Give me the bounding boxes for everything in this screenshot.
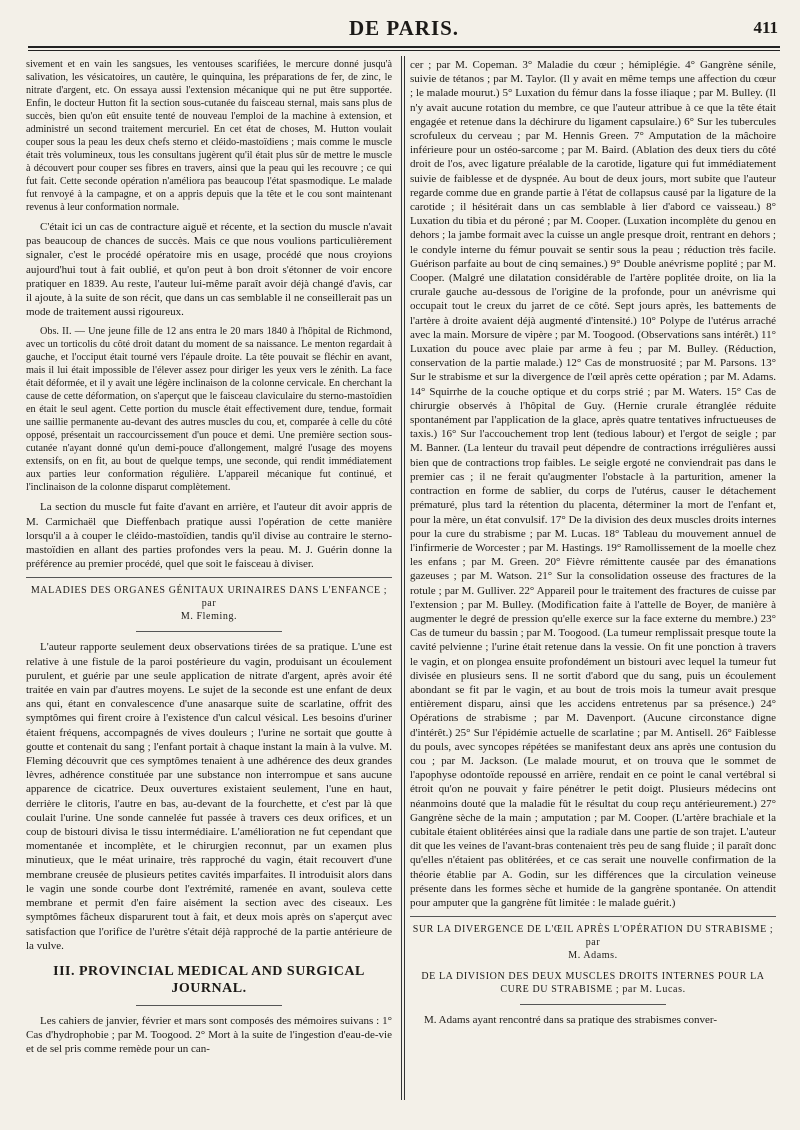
section-paragraph: La section du muscle fut faite d'avant en arrière, et l'auteur dit avoir appris de M. Carmichaël que Dieffenbach pratique aussi l'opération de cette manière lorsqu'il a à couper le cléido-mastoïdien, tandis qu'il divise au contraire le sterno-mastoïdien en allant des parties profondes vers la peau. M. J. Guérin donne la préférence au premier procédé, quel que soit le faisceau à diviser.: [26, 501, 392, 571]
header-rule-thin: [28, 50, 780, 51]
section-title-divergence: [410, 923, 776, 962]
section-title-text: SUR LA DIVERGENCE DE L'ŒIL APRÈS L'OPÉRATION DU STRABISME ; par: [412, 924, 774, 949]
section-author: M. Fleming.: [180, 611, 238, 623]
adams-paragraph: M. Adams ayant rencontré dans sa pratique des strabismes conver-: [424, 1014, 718, 1027]
right-short-separator: [520, 1004, 666, 1005]
page-header: [28, 14, 780, 42]
left-column: [26, 58, 392, 1098]
observation-1-end: sivement et en vain les sangsues, les ventouses scarifiées, le mercure donné jusqu'à salivation, les vésicatoires, un cautère, le quinquina, les préparations de fer, de zinc, le nitrate d'argent, etc. On essaya aussi l'extension mécanique qui ne put être supportée. Enfin, le docteur Hutton fit la section sous-cutanée du faisceau sternal, mais sans plus de succès, bien qu'on eût ensuite tenté de nouveau l'emploi de la machine à extension, et administré un second traitement mercuriel. En cet état de choses, M. Hutton voulait couper sous la peau les deux chefs sterno et cléido-mastoïdiens ; mais comme le muscle était très volumineux, tous les consultans jugèrent qu'il était plus sûr de mettre le muscle à découvert pour couper ses fibres en travers, ainsi que la peau qui les recouvre ; ce qui fut fait. Cette seconde opération n'améliora pas beaucoup l'état spasmodique. Le malade fut renvoyé à la campagne, et on a appris depuis que la tête et le cou sont maintenant revenus à leur conformation normale.: [26, 59, 392, 213]
section-title-text: MALADIES DES ORGANES GÉNITAUX URINAIRES DANS L'ENFANCE ; par: [30, 585, 388, 610]
right-column: [410, 58, 776, 1098]
section-title-genital: [26, 584, 392, 623]
column-divider-second: [404, 56, 405, 1100]
section-title-division: DE LA DIVISION DES DEUX MUSCLES DROITS INTERNES POUR LA CURE DU STRABISME ; par M. Lucas.: [421, 971, 765, 996]
commentary-paragraph: C'était ici un cas de contracture aiguë et récente, et la section du muscle n'avait pas beaucoup de chances de succès. Mais ce que nous voulions particulièrement signaler, c'est le procédé opératoire mis en usage, procédé que nous croyions aujourd'hui tout à fait oublié, et qu'on peut à bon droit s'étonner de voir encore pratiquer en 1839. Au reste, l'auteur lui-même paraît avoir déjà changé d'avis, car il ajoute, à la suite de son récit, que dans un cas semblable il ne conseillerait pas un mode de traitement aussi rigoureux.: [26, 221, 392, 319]
journal-contents-paragraph: Les cahiers de janvier, février et mars sont composés des mémoires suivans : 1° Cas d'hydrophobie ; par M. Toogood. 2° Mort à la suite de l'ingestion d'eau-de-vie et de sel pris comme remède pour un can-: [26, 1014, 392, 1056]
right-separator: [410, 916, 776, 917]
short-separator: [136, 631, 282, 632]
running-title: DE PARIS.: [348, 16, 460, 40]
section-separator: [26, 577, 392, 578]
header-rule: [28, 46, 780, 48]
section-author: M. Adams.: [568, 950, 618, 962]
journal-contents-continued: cer ; par M. Copeman. 3° Maladie du cœur ; hémiplégie. 4° Gangrène sénile, suivie de tétanos ; par M. Taylor. (Il y avait en même temps une affection du cœur ; le malade mourut.) 5° Luxation du fémur dans la fosse iliaque ; par M. Bulley. (Il n'y avait aucune rotation du membre, ce que l'auteur attribue à ce que la tête était engagée et retenue dans la déchirure du ligament capsulaire.) 6° Sur les tubercules scrofuleux du cerveau ; par M. Hennis Green. 7° Amputation de la mâchoire inférieure pour un ostéo-sarcome ; par M. Baird. (Ablation des deux tiers du côté droit de l'os, avec ligature préalable de la carotide, ligature qui fut immédiatement suivie de faiblesse et de dyspnée. Au bout de deux jours, mort subite que l'auteur regarde comme due en grande partie à l'état de collapsus causé par la ligature de la carotide ; il hésitérait dans un cas semblable à lier d'abord ce vaisseau.) 8° Luxation du tibia et du péroné ; par M. Cooper. (Luxation incomplète du genou en dehors ; la jambe formait avec la cuisse un angle presque droit, rentrant en dehors ; le condyle interne du fémur pouvait se sentir sous la peau ; réduction très facile. Guérison parfaite au bout de cinq semaines.) 9° Double anévrisme poplité ; par M. Cooper. (Malgré une dilatation considérable de l'artère poplitée droite, on lia la crurale gauche au-dessous de l'origine de la profonde, pour un anévrisme qui occupait tout le creux du jarret de ce côté. Sept jours après, les battements de l'artère à droite avaient déjà augmenté d'intensité.) 10° Polype de l'utérus arraché avec la main. Morsure de vipère ; par M. Toogood. (Observations sans intérêt.) 11° Luxation du pouce avec plaie par arme à feu ; par M. Bulley. (Réduction, conservation de la partie malade.) 12° Cas de monstruosité ; par M. Parsons. 13° Sur le strabisme et sur la divergence de l'œil après cette opération ; par M. Adams. 14° Squirrhe de la couche optique et du corps strié ; par M. Waters. 15° Cas de chirurgie observés à l'hôpital de Guy. (Hernie crurale étranglée réduite spontanément par l'application de la glace, après quatre tentatives infructueuses de taxis.) 16° Sur l'accouchement trop lent (tedious labour) et l'ergot de seigle ; par M. Banner. (La lenteur du travail peut dépendre de contractions irrégulières aussi bien que de contractions trop faibles. Le seigle ergoté ne conviendrait pas dans le premier cas ; il ne ferait qu'augmenter l'obstacle à la parturition, amener la contraction en forme de sablier, du corps de l'utérus, causer le détachement prématuré, plus tard la rétention du placenta, déterminer la mort de l'enfant et, pour la mère, un état convulsif. 17° De la division des deux muscles droits internes pour la cure du strabisme ; par M. Lucas. 18° Tableau du mouvement annuel de l'infirmerie de Worcester ; par M. Hastings. 19° Ramollissement de la moelle chez les enfans ; par M. Green. 20° Fièvre rémittente causée par des émanations gazeuses ; par M. Watson. 21° Sur la consolidation osseuse des fractures de la rotule ; par M. Gulliver. 22° Appareil pour le traitement des fractures de cuisse par l'extension ; par M. Bulley. (Modification faite à l'attelle de Boyer, de manière à augmenter le degré de pression qu'elle exerce sur la face externe du membre.) 23° Cas de tumeur du bassin ; par M. Toogood. (La tumeur remplissait presque toute la cavité pelvienne ; l'urine était retenue dans la vessie. On fit une ponction à travers le vagin, et on plongea ensuite profondément un bistouri avec lequel la tumeur fut divisée en plusieurs sens. Il ne sortit d'abord que du sang, puis un écoulement abondant se fit par le vagin, et au bout de trois mois la tumeur avait presque entièrement disparu, ainsi que les accidens entretenus par sa présence.) 24° Opérations de strabisme ; par M. Davenport. (Aucune circonstance digne d'intérêt.) 25° Sur l'épidémie actuelle de scarlatine ; par M. Antisell. 26° Faiblesse du pouls, avec syncopes répétées se manifestant deux ans après une contusion du cou ; par M. Jackson. (Le malade mourut, et on trouva que le sommet de l'apophyse odontoïde repoussé en arrière, rendait en ce point le canal vertébral si étroit qu'on ne pouvait y faire pénétrer le petit doigt. Plusieurs médecins ont néanmoins douté que la maladie fût le résultat du coup reçu antérieurement.) 27° Gangrène sèche de la main ; amputation ; par M. Cooper. (L'artère brachiale et la cubitale étaient oblitérées ainsi que la radiale dans une partie de son trajet. L'auteur dit que les veines de l'avant-bras contenaient très peu de sang fluide ; il paraît donc qu'elles n'étaient pas oblitérées, et ce cas serait une nouvelle confirmation de la théorie établie par A. Godin, sur les différences que la circulation veineuse présente dans les formes sèche et humide de la gangrène spontanée. On attendit pour amputer que la gangrène fût limitée : le malade guérit.): [410, 59, 776, 909]
fleming-paragraph: L'auteur rapporte seulement deux observations tirées de sa pratique. L'une est relative à une fistule de la paroi postérieure du vagin, produisant un écoulement purulent, et guérie par une seule application de nitrate d'argent, après avoir été traitée en vain par d'autres moyens. Le sujet de la seconde est une enfant de deux ans qui, étant en convalescence d'une anasarque suite de scarlatine, offrit des symptômes qui firent croire à l'existence d'un calcul vésical. Les besoins d'uriner étaient fréquens, accompagnés de vives douleurs ; l'urine ne sortait que goutte à goutte et contenait du sang ; l'enfant portait à chaque instant la main à la vulve. M. Fleming découvrit que ces symptômes tenaient à une adhérence des deux grandes lèvres, adhérence constituée par une substance non interrompue et sans aucune apparence de cicatrice. Deux ouvertures existaient seulement, l'une en haut, derrière le clitoris, l'autre en bas, au-devant de la fourchette, et c'est par là que coulait l'urine. Une sonde cannelée fut passée à travers ces deux orifices, et un coup de bistouri divisa le tissu intermédiaire. L'amélioration ne fut cependant que momentanée et incomplète, et le chirurgien reconnut, par un examen plus minutieux, que le méat urinaire, très rapproché du vagin, était recouvert d'une membrane creusée de plusieurs petites cavités imparfaites. Il introduisit alors dans le vagin une sonde courbe dont l'extrémité, ramenée en avant, souleva cette membrane et permit d'en faire aisément la section avec des ciseaux. Les symptômes fâcheux disparurent tout à fait, et deux mois après on s'aperçut avec satisfaction que l'orifice de l'urètre s'était déjà rapproché de la partie antérieure de la vulve.: [26, 641, 392, 952]
heading-separator: [136, 1005, 282, 1006]
observation-2: Obs. II. — Une jeune fille de 12 ans entra le 20 mars 1840 à l'hôpital de Richmond, avec un torticolis du côté droit datant du moment de sa naissance. Le menton regardait à gauche, et l'occiput était tourné vers l'épaule droite. La tête pouvait se fléchir en avant, mais il lui était impossible de l'élever assez pour diriger les yeux vers le zénith. La face était déformée, et il y avait une légère inclinaison de la colonne cervicale. En cherchant la cause de cette déformation, on s'aperçut que le faisceau claviculaire du sterno-mastoïdien en était le seul agent. Cette portion du muscle était effectivement dure, tendue, formait une saillie permanente au-devant des autres muscles du cou, et, comparée à celle du côté opposé, présentait un raccourcissement d'un pouce et demi. Une première section sous-cutanée n'ayant donné qu'un demi-pouce d'allongement, malgré l'usage des moyens extensifs, on en fit, au bout de quelque temps, une seconde, qui rendit immédiatement aux parties leur conformation régulière. L'appareil mécanique fut continué, et l'inclinaison de la colonne disparut complètement.: [26, 326, 392, 494]
page-number: 411: [753, 18, 778, 37]
journal-heading: III. PROVINCIAL MEDICAL AND SURGICAL JOURNAL.: [53, 963, 365, 996]
column-divider: [401, 56, 402, 1100]
